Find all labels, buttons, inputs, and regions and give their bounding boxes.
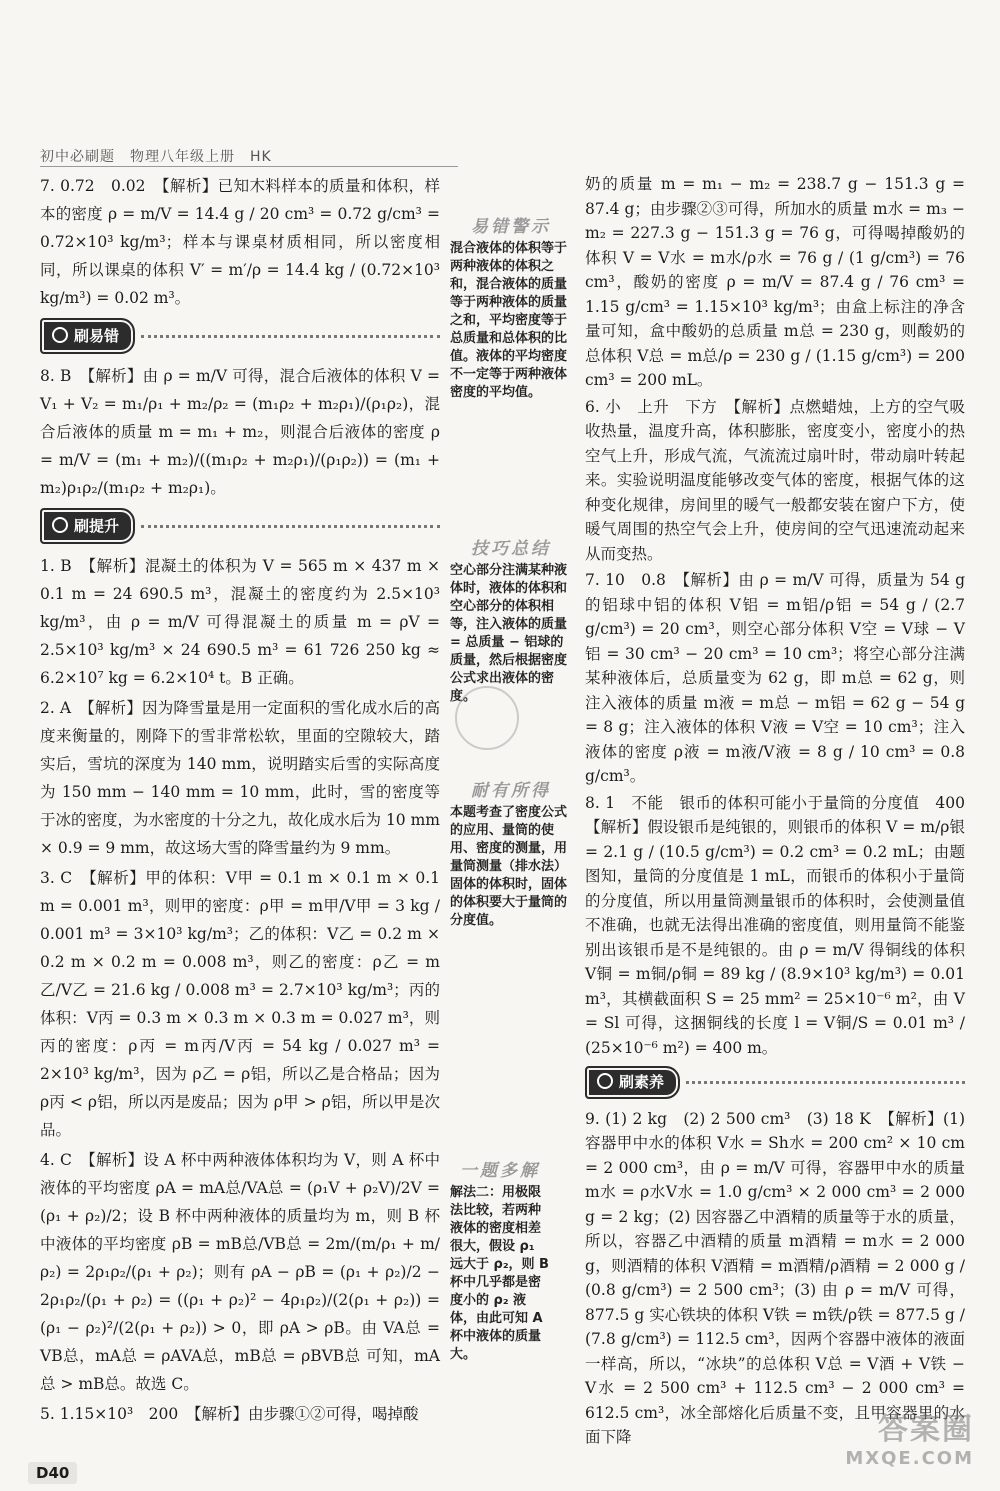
answer-paragraph: 7. 10 0.8 【解析】由 ρ = m/V 可得，质量为 54 g 的铝球中铝的体积 V铝 = m铝/ρ铝 = 54 g / (2.7 g/cm³) = 20 cm³，则空心部分体积 V空 = V球 − V铝 = 30 cm³ − 20 cm³ = 10 cm³；将空心部分注满某种液体后，总质量变为 62 g，即 m总 = 62 g，则注入液体的质量 m液 = m总 − m铝 = 62 g − 54 g = 8 g；注入液体的体积 V液 = V空 = 10 cm³；注入液体的密度 ρ液 = m液/V液 = 8 g / 10 cm³ = 0.8 g/cm³。 xyxy=(585,571,965,785)
answer-paragraph: 6. 小 上升 下方 【解析】点燃蜡烛，上方的空气吸收热量，温度升高，体积膨胀，密度变小，密度小的热空气上升，形成气流，气流流过扇叶时，带动扇叶转起来。实验说明温度能够改变气体的密度，根据气体的这种变化规律，房间里的暖气一般都安装在窗户下方，使暖气周围的热空气会上升，使房间的空气迅速流动起来从而变热。 xyxy=(585,397,965,563)
answer-paragraph: 奶的质量 m = m₁ − m₂ = 238.7 g − 151.3 g = 87.4 g；由步骤②③可得，所加水的质量 m水 = m₃ − m₂ = 227.3 g − 151.3 g = 76 g，可得喝掉酸奶的体积 V = V水 = m水/ρ水 = 76 g / (1 g/cm³) = 76 cm³，酸奶的密度 ρ = m/V = 87.4 g / 76 cm³ = 1.15 g/cm³ = 1.15×10³ kg/m³；由盒上标注的净含量可知，盒中酸奶的总质量 m总 = 230 g，则酸奶的总体积 V总 = m总/ρ = 230 g / (1.15 g/cm³) = 200 cm³ = 200 mL。 xyxy=(585,175,965,389)
section-badge xyxy=(40,508,135,544)
sidenote-title: 耐有所得 xyxy=(471,781,551,801)
ring-icon xyxy=(597,1073,613,1089)
page-header: 初中必刷题 物理八年级上册 HK xyxy=(40,149,272,165)
left-column xyxy=(40,172,440,1430)
right-column xyxy=(585,172,981,1452)
answer-paragraph: 1. B 【解析】混凝土的体积为 V = 565 m × 437 m × 0.1 m = 24 690.5 m³，混凝土的密度约为 2.5×10³ kg/m³，由 ρ = m/V 可得混凝土的质量 m = ρV = 2.5×10³ kg/m³ × 24 690.5 m³ = 61 726 250 kg ≈ 6.2×10⁷ kg = 6.2×10⁴ t。B 正确。 xyxy=(40,557,440,687)
sidenote-text: 混合液体的体积等于两种液体的体积之和，混合液体的质量等于两种液体的质量之和，平均密度等于总质量和总体积的比值。液体的平均密度不一定等于两种液体密度的平均值。 xyxy=(450,241,568,400)
watermark-logo-text: 答案圈 xyxy=(878,1412,974,1447)
sidenote-mistake-warning xyxy=(450,218,572,402)
section-title: 刷素养 xyxy=(619,1073,665,1091)
dotted-rule xyxy=(141,335,440,338)
ring-icon xyxy=(52,517,68,533)
answer-paragraph: 5. 1.15×10³ 200 【解析】由步骤①②可得，喝掉酸 xyxy=(40,1405,419,1423)
section-badge xyxy=(585,1066,680,1099)
answer-paragraph: 7. 0.72 0.02 【解析】已知木料样本的质量和体积，样本的密度 ρ = m/V = 14.4 g / 20 cm³ = 0.72 g/cm³ = 0.72×10³ kg/m³；样本与课桌材质相同，所以密度相同，所以课桌的体积 V′ = m′/ρ = 14.4 kg / (0.72×10³ kg/m³) = 0.02 m³。 xyxy=(40,177,440,307)
section-title: 刷提升 xyxy=(74,517,120,535)
header-divider xyxy=(40,166,458,167)
sidenote-title: 一题多解 xyxy=(460,1161,540,1181)
dotted-rule xyxy=(686,1081,965,1084)
section-header xyxy=(40,318,440,354)
section-title: 刷易错 xyxy=(74,327,120,345)
answer-paragraph: 2. A 【解析】因为降雪量是用一定面积的雪化成水后的高度来衡量的，刚降下的雪非常松软，里面的空隙较大，踏实后，雪坑的深度为 140 mm，说明踏实后雪的实际高度为 150 mm − 140 mm = 10 mm，此时，雪的密度等于冰的密度，为水密度的十分之九，故化成水后为 10 mm × 0.9 = 9 mm，故这场大雪的降雪量约为 9 mm。 xyxy=(40,699,440,857)
site-watermark xyxy=(845,1404,974,1469)
answer-paragraph: 9. (1) 2 kg (2) 2 500 cm³ (3) 18 K 【解析】(1) 容器甲中水的体积 V水 = Sh水 = 200 cm² × 10 cm = 2 000 cm³，由 ρ = m/V 可得，容器甲中水的质量 m水 = ρ水V水 = 1.0 g/cm³ × 2 000 cm³ = 2 000 g = 2 kg；(2) 因容器乙中酒精的质量等于水的质量，所以，容器乙中酒精的质量 m酒精 = m水 = 2 000 g，则酒精的体积 V酒精 = m酒精/ρ酒精 = 2 000 g / (0.8 g/cm³) = 2 500 cm³；(3) 由 ρ = m/V 可得，877.5 g 实心铁块的体积 V铁 = m铁/ρ铁 = 877.5 g / (7.8 g/cm³) = 112.5 cm³，因两个容器中液体的液面一样高，所以，“冰块”的总体积 V总 = V酒 + V铁 − V水 = 2 500 cm³ + 112.5 cm³ − 2 000 cm³ = 612.5 cm³，冰全部熔化后质量不变，且甲容器里的水面下降 xyxy=(585,1109,965,1446)
watermark-url: MXQE.COM xyxy=(845,1448,974,1469)
sidenote-title: 技巧总结 xyxy=(471,539,551,559)
answer-paragraph: 4. C 【解析】设 A 杯中两种液体体积均为 V，则 A 杯中液体的平均密度 ρA = mA总/VA总 = (ρ₁V + ρ₂V)/2V = (ρ₁ + ρ₂)/2；设 B 杯中两种液体的质量均为 m，则 B 杯中液体的平均密度 ρB = mB总/VB总 = 2m/(m/ρ₁ + m/ρ₂) = 2ρ₁ρ₂/(ρ₁ + ρ₂)；则有 ρA − ρB = (ρ₁ + ρ₂)/2 − 2ρ₁ρ₂/(ρ₁ + ρ₂) = ((ρ₁ + ρ₂)² − 4ρ₁ρ₂)/(2(ρ₁ + ρ₂)) = (ρ₁ − ρ₂)²/(2(ρ₁ + ρ₂)) > 0，即 ρA > ρB。由 VA总 = VB总，mA总 = ρAVA总，mB总 = ρBVB总 可知，mA总 > mB总。故选 C。 xyxy=(40,1151,440,1393)
sidenote-text: 空心部分注满某种液体时，液体的体积和空心部分的体积相等，注入液体的质量 = 总质量 − 铝球的质量，然后根据密度公式求出液体的密度。 xyxy=(450,563,568,704)
ring-icon xyxy=(52,327,68,343)
answer-paragraph: 8. 1 不能 银币的体积可能小于量筒的分度值 400 【解析】假设银币是纯银的，则银币的体积 V = m/ρ银 = 2.1 g / (10.5 g/cm³) = 0.2 cm³ = 0.2 mL；由题图知，量筒的分度值是 1 mL，而银币的体积小于量筒的分度值，所以用量筒测量银币的体积时，会使测量值不准确，也就无法得出准确的密度值，则用量筒不能鉴别出该银币是不是纯银的。由 ρ = m/V 得铜线的体积 V铜 = m铜/ρ铜 = 89 kg / (8.9×10³ kg/m³) = 0.01 m³，其横截面积 S = 25 mm² = 25×10⁻⁶ m²，由 V = Sl 可得，这捆铜线的长度 l = V铜/S = 0.01 m³ / (25×10⁻⁶ m²) = 400 m。 xyxy=(585,793,981,1057)
faint-stamp-seal xyxy=(455,686,519,750)
section-badge xyxy=(40,318,135,354)
sidenote-text: 解法二：用极限法比较，若两种液体的密度相差很大，假设 ρ₁ 远大于 ρ₂，则 B 杯中几乎都是密度小的 ρ₂ 液体，由此可知 A 杯中液体的质量大。 xyxy=(450,1185,549,1362)
sidenote-tip-summary xyxy=(450,540,572,706)
dotted-rule xyxy=(141,525,440,528)
answer-paragraph: 8. B 【解析】由 ρ = m/V 可得，混合后液体的体积 V = V₁ + V₂ = m₁/ρ₁ + m₂/ρ₂ = (m₁ρ₂ + m₂ρ₁)/(ρ₁ρ₂)，混合后液体的质量 m = m₁ + m₂，则混合后液体的密度 ρ = m/V = (m₁ + m₂)/((m₁ρ₂ + m₂ρ₁)/(ρ₁ρ₂)) = (m₁ + m₂)ρ₁ρ₂/(m₁ρ₂ + m₂ρ₁)。 xyxy=(40,367,440,497)
sidenote-takeaway xyxy=(450,782,572,930)
section-header xyxy=(40,508,440,544)
page-number: D40 xyxy=(28,1462,77,1484)
sidenote-multiple-solutions xyxy=(450,1162,550,1364)
section-header xyxy=(585,1066,965,1099)
sidenote-title: 易错警示 xyxy=(471,217,551,237)
answer-paragraph: 3. C 【解析】甲的体积：V甲 = 0.1 m × 0.1 m × 0.1 m = 0.001 m³，则甲的密度：ρ甲 = m甲/V甲 = 3 kg / 0.001 m³ = 3×10³ kg/m³；乙的体积：V乙 = 0.2 m × 0.2 m × 0.2 m = 0.008 m³，则乙的密度：ρ乙 = m乙/V乙 = 21.6 kg / 0.008 m³ = 2.7×10³ kg/m³；丙的体积：V丙 = 0.3 m × 0.3 m × 0.3 m = 0.027 m³，则丙的密度：ρ丙 = m丙/V丙 = 54 kg / 0.027 m³ = 2×10³ kg/m³，因为 ρ乙 = ρ铝，所以乙是合格品；因为 ρ丙 < ρ铝，所以丙是废品；因为 ρ甲 > ρ铝，所以甲是次品。 xyxy=(40,869,440,1139)
sidenote-text: 本题考查了密度公式的应用、量筒的使用、密度的测量，用量筒测量（排水法）固体的体积时，固体的体积要大于量筒的分度值。 xyxy=(450,805,568,928)
